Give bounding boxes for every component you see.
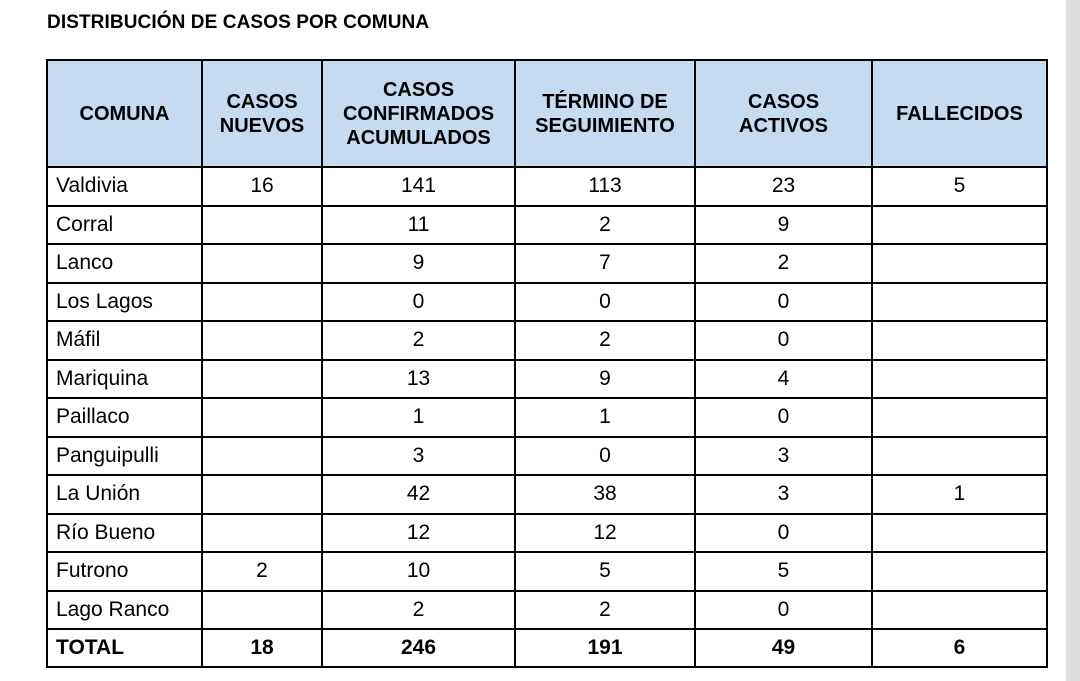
- cell-fallecidos: [872, 321, 1047, 360]
- cell-termino-seguimiento: 9: [515, 360, 695, 399]
- cell-fallecidos: 1: [872, 475, 1047, 514]
- cell-termino-seguimiento: 7: [515, 244, 695, 283]
- cases-by-comuna-table: [46, 59, 1048, 668]
- cell-fallecidos: [872, 244, 1047, 283]
- cell-termino-seguimiento: 0: [515, 437, 695, 476]
- cell-fallecidos: [872, 206, 1047, 245]
- table-row: [47, 514, 1047, 553]
- cell-confirmados-acumulados: 1: [322, 398, 515, 437]
- cell-confirmados-acumulados: 11: [322, 206, 515, 245]
- cell-comuna: Futrono: [47, 552, 202, 591]
- cell-casos-nuevos: [202, 244, 322, 283]
- cell-termino-seguimiento: 2: [515, 321, 695, 360]
- cell-casos-activos: 3: [695, 437, 872, 476]
- cell-casos-nuevos: [202, 514, 322, 553]
- cell-casos-nuevos: [202, 283, 322, 322]
- cell-casos-activos: 5: [695, 552, 872, 591]
- cell-termino-seguimiento: 113: [515, 167, 695, 206]
- total-fallecidos: 6: [872, 629, 1047, 667]
- header-casos-activos: CASOS ACTIVOS: [695, 60, 872, 167]
- header-comuna: COMUNA: [47, 60, 202, 167]
- total-label: TOTAL: [47, 629, 202, 667]
- cell-termino-seguimiento: 2: [515, 591, 695, 630]
- table-row: [47, 283, 1047, 322]
- cell-casos-activos: 0: [695, 514, 872, 553]
- cell-comuna: Los Lagos: [47, 283, 202, 322]
- header-casos-nuevos: CASOS NUEVOS: [202, 60, 322, 167]
- cell-casos-nuevos: [202, 591, 322, 630]
- cell-comuna: Lago Ranco: [47, 591, 202, 630]
- cell-fallecidos: [872, 360, 1047, 399]
- cell-casos-activos: 0: [695, 591, 872, 630]
- cell-casos-nuevos: [202, 475, 322, 514]
- document-title: DISTRIBUCIÓN DE CASOS POR COMUNA: [47, 12, 430, 33]
- cell-casos-activos: 23: [695, 167, 872, 206]
- cell-termino-seguimiento: 12: [515, 514, 695, 553]
- cell-casos-activos: 2: [695, 244, 872, 283]
- cell-comuna: Río Bueno: [47, 514, 202, 553]
- cell-casos-activos: 0: [695, 321, 872, 360]
- total-casos-activos: 49: [695, 629, 872, 667]
- total-termino-seguimiento: 191: [515, 629, 695, 667]
- cell-casos-activos: 0: [695, 283, 872, 322]
- cell-confirmados-acumulados: 3: [322, 437, 515, 476]
- cell-confirmados-acumulados: 9: [322, 244, 515, 283]
- cell-confirmados-acumulados: 2: [322, 321, 515, 360]
- table-row: [47, 244, 1047, 283]
- cell-confirmados-acumulados: 141: [322, 167, 515, 206]
- total-casos-nuevos: 18: [202, 629, 322, 667]
- cell-comuna: Máfil: [47, 321, 202, 360]
- cell-confirmados-acumulados: 12: [322, 514, 515, 553]
- cell-confirmados-acumulados: 2: [322, 591, 515, 630]
- cell-confirmados-acumulados: 10: [322, 552, 515, 591]
- cell-termino-seguimiento: 5: [515, 552, 695, 591]
- cell-fallecidos: [872, 591, 1047, 630]
- table-row: [47, 552, 1047, 591]
- total-row: [47, 629, 1047, 667]
- cell-termino-seguimiento: 0: [515, 283, 695, 322]
- header-casos-confirmados-acumulados: CASOS CONFIRMADOS ACUMULADOS: [322, 60, 515, 167]
- cell-termino-seguimiento: 2: [515, 206, 695, 245]
- cell-fallecidos: [872, 552, 1047, 591]
- cell-fallecidos: 5: [872, 167, 1047, 206]
- cell-confirmados-acumulados: 0: [322, 283, 515, 322]
- cell-comuna: Panguipulli: [47, 437, 202, 476]
- cell-casos-nuevos: [202, 321, 322, 360]
- cell-casos-nuevos: 2: [202, 552, 322, 591]
- cell-casos-nuevos: 16: [202, 167, 322, 206]
- cell-termino-seguimiento: 1: [515, 398, 695, 437]
- cell-comuna: Corral: [47, 206, 202, 245]
- cell-confirmados-acumulados: 13: [322, 360, 515, 399]
- cell-casos-activos: 4: [695, 360, 872, 399]
- cell-comuna: Lanco: [47, 244, 202, 283]
- header-fallecidos: FALLECIDOS: [872, 60, 1047, 167]
- cell-comuna: Valdivia: [47, 167, 202, 206]
- table-header-row: [47, 60, 1047, 167]
- table-row: [47, 321, 1047, 360]
- table-row: [47, 206, 1047, 245]
- table-row: [47, 398, 1047, 437]
- cell-casos-activos: 9: [695, 206, 872, 245]
- cell-fallecidos: [872, 514, 1047, 553]
- table-row: [47, 591, 1047, 630]
- cell-casos-nuevos: [202, 398, 322, 437]
- table-row: [47, 360, 1047, 399]
- table-row: [47, 167, 1047, 206]
- cell-comuna: Paillaco: [47, 398, 202, 437]
- cell-termino-seguimiento: 38: [515, 475, 695, 514]
- cell-fallecidos: [872, 283, 1047, 322]
- cell-fallecidos: [872, 437, 1047, 476]
- cell-comuna: Mariquina: [47, 360, 202, 399]
- table-row: [47, 475, 1047, 514]
- cell-casos-activos: 3: [695, 475, 872, 514]
- cell-comuna: La Unión: [47, 475, 202, 514]
- cell-casos-nuevos: [202, 360, 322, 399]
- total-confirmados-acumulados: 246: [322, 629, 515, 667]
- header-termino-de-seguimiento: TÉRMINO DE SEGUIMIENTO: [515, 60, 695, 167]
- cell-casos-activos: 0: [695, 398, 872, 437]
- table-row: [47, 437, 1047, 476]
- cell-casos-nuevos: [202, 206, 322, 245]
- cell-casos-nuevos: [202, 437, 322, 476]
- cell-fallecidos: [872, 398, 1047, 437]
- page-edge-strip: [1066, 0, 1080, 681]
- cell-confirmados-acumulados: 42: [322, 475, 515, 514]
